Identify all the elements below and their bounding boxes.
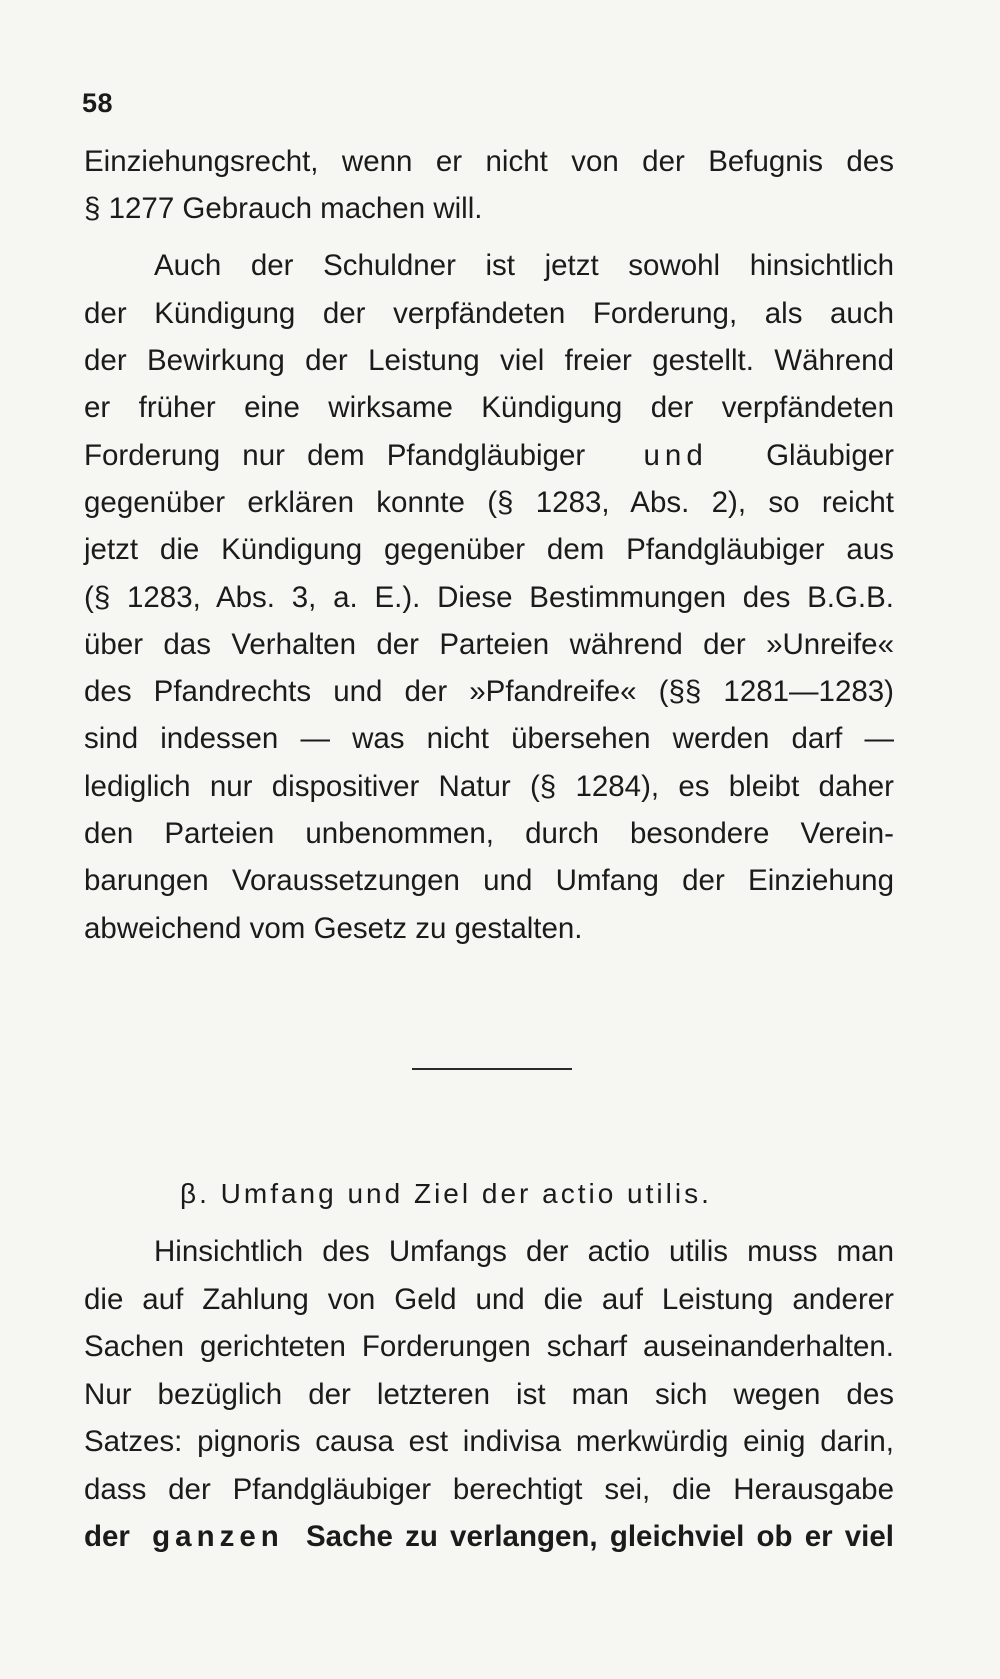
text-line: lediglich nur dispositiver Natur (§ 1284), es bleibt daher — [84, 770, 894, 803]
text-line: sind indessen — was nicht übersehen werden darf — — [84, 722, 894, 755]
text-segment: Gläubiger — [766, 439, 894, 472]
text-line: § 1277 Gebrauch machen will. — [84, 192, 483, 225]
text-line: (§ 1283, Abs. 3, a. E.). Diese Bestimmungen des B.G.B. — [84, 581, 894, 614]
text-line: gegenüber erklären konnte (§ 1283, Abs. 2), so reicht — [84, 486, 894, 519]
text-segment: der — [84, 1520, 130, 1553]
text-line: abweichend vom Gesetz zu gestalten. — [84, 912, 583, 945]
text-segment: Forderung nur dem Pfandgläubiger — [84, 439, 586, 472]
text-line: barungen Voraussetzungen und Umfang der Einziehung — [84, 864, 894, 897]
section-heading: β. Umfang und Ziel der actio utilis. — [180, 1178, 712, 1209]
emphasized-word: und — [643, 439, 708, 472]
text-line: die auf Zahlung von Geld und die auf Leistung anderer — [84, 1283, 894, 1316]
text-line: Einziehungsrecht, wenn er nicht von der Befugnis des — [84, 145, 894, 178]
page-number: 58 — [82, 88, 114, 118]
text-line: Sachen gerichteten Forderungen scharf auseinanderhalten. — [84, 1330, 894, 1363]
emphasized-word: ganzen — [152, 1520, 284, 1553]
text-line: Nur bezüglich der letzteren ist man sich wegen des — [84, 1378, 894, 1411]
text-line: über das Verhalten der Parteien während der »Unreife« — [84, 628, 894, 661]
text-line-with-emphasis — [84, 1513, 894, 1560]
text-line: dass der Pfandgläubiger berechtigt sei, die Herausgabe — [84, 1473, 894, 1506]
text-segment: Sache zu verlangen, gleichviel ob er viel — [305, 1520, 894, 1553]
text-line: den Parteien unbenommen, durch besondere Verein- — [84, 817, 894, 850]
text-line-with-emphasis — [84, 432, 894, 479]
text-line: Hinsichtlich des Umfangs der actio utilis muss man — [154, 1235, 894, 1268]
text-line: Auch der Schuldner ist jetzt sowohl hinsichtlich — [154, 249, 894, 282]
text-line: Satzes: pignoris causa est indivisa merkwürdig einig darin, — [84, 1425, 894, 1458]
text-line: er früher eine wirksame Kündigung der verpfändeten — [84, 391, 894, 424]
text-line: der Bewirkung der Leistung viel freier gestellt. Während — [84, 344, 894, 377]
text-line: jetzt die Kündigung gegenüber dem Pfandgläubiger aus — [84, 533, 894, 566]
text-line: der Kündigung der verpfändeten Forderung, als auch — [84, 297, 894, 330]
section-divider — [412, 1068, 572, 1070]
text-line: des Pfandrechts und der »Pfandreife« (§§ 1281—1283) — [84, 675, 894, 708]
